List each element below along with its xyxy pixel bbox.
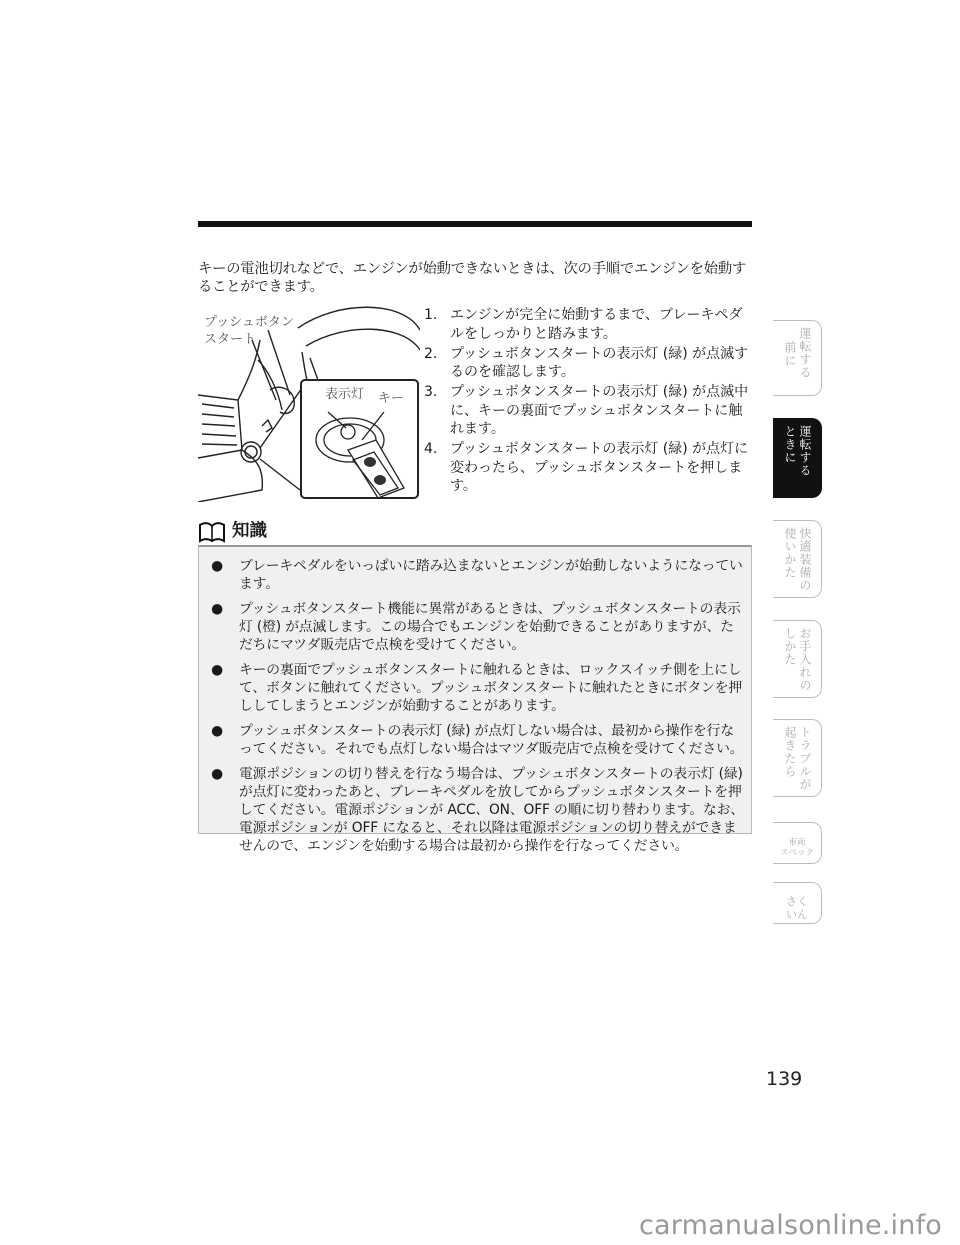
- tab-label-line: いん: [786, 908, 808, 921]
- tab-label-line: 快適装備の: [798, 527, 812, 592]
- label-push-button-line2: スタート: [204, 332, 257, 347]
- step-item: [424, 345, 754, 382]
- knowledge-title: 知識: [232, 521, 267, 541]
- knowledge-list: [205, 557, 745, 862]
- step-item: [424, 383, 754, 439]
- tab-label-line: 使いかた: [783, 527, 797, 579]
- knowledge-text: ブレーキペダルをいっぱいに踏み込まないとエンジンが始動しないようになっています。: [239, 558, 743, 592]
- push-button-illustration: [198, 300, 420, 502]
- page-number: 139: [766, 1068, 803, 1090]
- bullet-icon: ●: [211, 766, 223, 782]
- step-number: 2.: [424, 345, 438, 362]
- tab-before-driving[interactable]: [773, 320, 822, 396]
- step-text: エンジンが完全に始動するまで、ブレーキペダルをしっかりと踏みます。: [450, 307, 743, 342]
- step-number: 4.: [424, 441, 438, 457]
- step-text: プッシュボタンスタートの表示灯 (緑) が点滅するのを確認します。: [450, 345, 749, 380]
- book-icon: [198, 521, 226, 543]
- tab-index[interactable]: [773, 882, 822, 924]
- section-top-rule: [198, 221, 752, 227]
- procedure-steps: [424, 306, 754, 497]
- knowledge-item: [205, 765, 745, 855]
- tab-comfort-equipment[interactable]: [773, 520, 822, 598]
- knowledge-text: 電源ポジションの切り替えを行なう場合は、プッシュボタンスタートの表示灯 (緑) が点灯に変わったあと、ブレーキペダルを放してからプッシュボタンスタートを押してください。電源ポジションが ACC、ON、OFF の順に切り替わります。なお、電源ポジションが OFF になると、それ以降は電源ポジションの切り替えができませんので、エンジンを始動する場合は最初から操作を行なってください。: [239, 766, 744, 854]
- step-number: 1.: [424, 307, 438, 323]
- tab-label-line: ときに: [783, 425, 797, 464]
- knowledge-item: [205, 557, 745, 593]
- knowledge-text: プッシュボタンスタート機能に異常があるときは、プッシュボタンスタートの表示灯 (橙) が点滅します。この場合でもエンジンを始動できることがありますが、ただちにマツダ販売店で点検を受けてください。: [239, 601, 741, 653]
- tab-label-line: 車両: [788, 838, 806, 848]
- tab-label-line: スペック: [779, 848, 814, 858]
- knowledge-text: キーの裏面でプッシュボタンスタートに触れるときは、ロックスイッチ側を上にして、ボタンに触れてください。プッシュボタンスタートに触れたときにボタンを押ししてしまうとエンジンが始動することがあります。: [239, 662, 743, 714]
- tab-while-driving[interactable]: [773, 418, 822, 498]
- tab-vehicle-spec[interactable]: [773, 822, 822, 864]
- step-text: プッシュボタンスタートの表示灯 (緑) が点灯に変わったら、プッシュボタンスタートを押します。: [450, 441, 749, 494]
- tab-troubleshooting[interactable]: [773, 719, 822, 797]
- knowledge-item: [205, 661, 745, 715]
- tab-label-line: トラブルが: [798, 726, 812, 791]
- knowledge-item: [205, 722, 745, 758]
- knowledge-item: [205, 600, 745, 654]
- intro-paragraph: キーの電池切れなどで、エンジンが始動できないときは、次の手順でエンジンを始動することができます。: [198, 261, 747, 295]
- step-item: [424, 306, 754, 343]
- label-indicator: 表示灯: [325, 387, 365, 402]
- bullet-icon: ●: [211, 662, 223, 678]
- tab-label-line: 運転する: [798, 425, 812, 477]
- bullet-icon: ●: [211, 558, 223, 574]
- tab-maintenance[interactable]: [773, 620, 822, 698]
- knowledge-text: プッシュボタンスタートの表示灯 (緑) が点灯しない場合は、最初から操作を行なってください。それでも点灯しない場合はマツダ販売店で点検を受けてください。: [239, 723, 744, 757]
- step-item: [424, 440, 754, 496]
- knowledge-box: [198, 545, 752, 854]
- tab-label-line: しかた: [783, 627, 797, 666]
- tab-label-line: 運転する: [798, 327, 812, 379]
- bullet-icon: ●: [211, 723, 223, 739]
- watermark: carmanualsonline.info: [639, 1210, 942, 1241]
- label-push-button-line1: プッシュボタン: [204, 315, 294, 330]
- tab-label-line: 起きたら: [783, 726, 797, 778]
- tab-label-line: さく: [786, 895, 808, 908]
- step-number: 3.: [424, 384, 438, 400]
- step-text: プッシュボタンスタートの表示灯 (緑) が点滅中に、キーの裏面でプッシュボタンスタートに触れます。: [450, 384, 749, 437]
- tab-label-line: お手入れの: [798, 627, 812, 692]
- label-key: キー: [378, 391, 405, 406]
- bullet-icon: ●: [211, 601, 223, 617]
- tab-label-line: 前に: [783, 341, 797, 367]
